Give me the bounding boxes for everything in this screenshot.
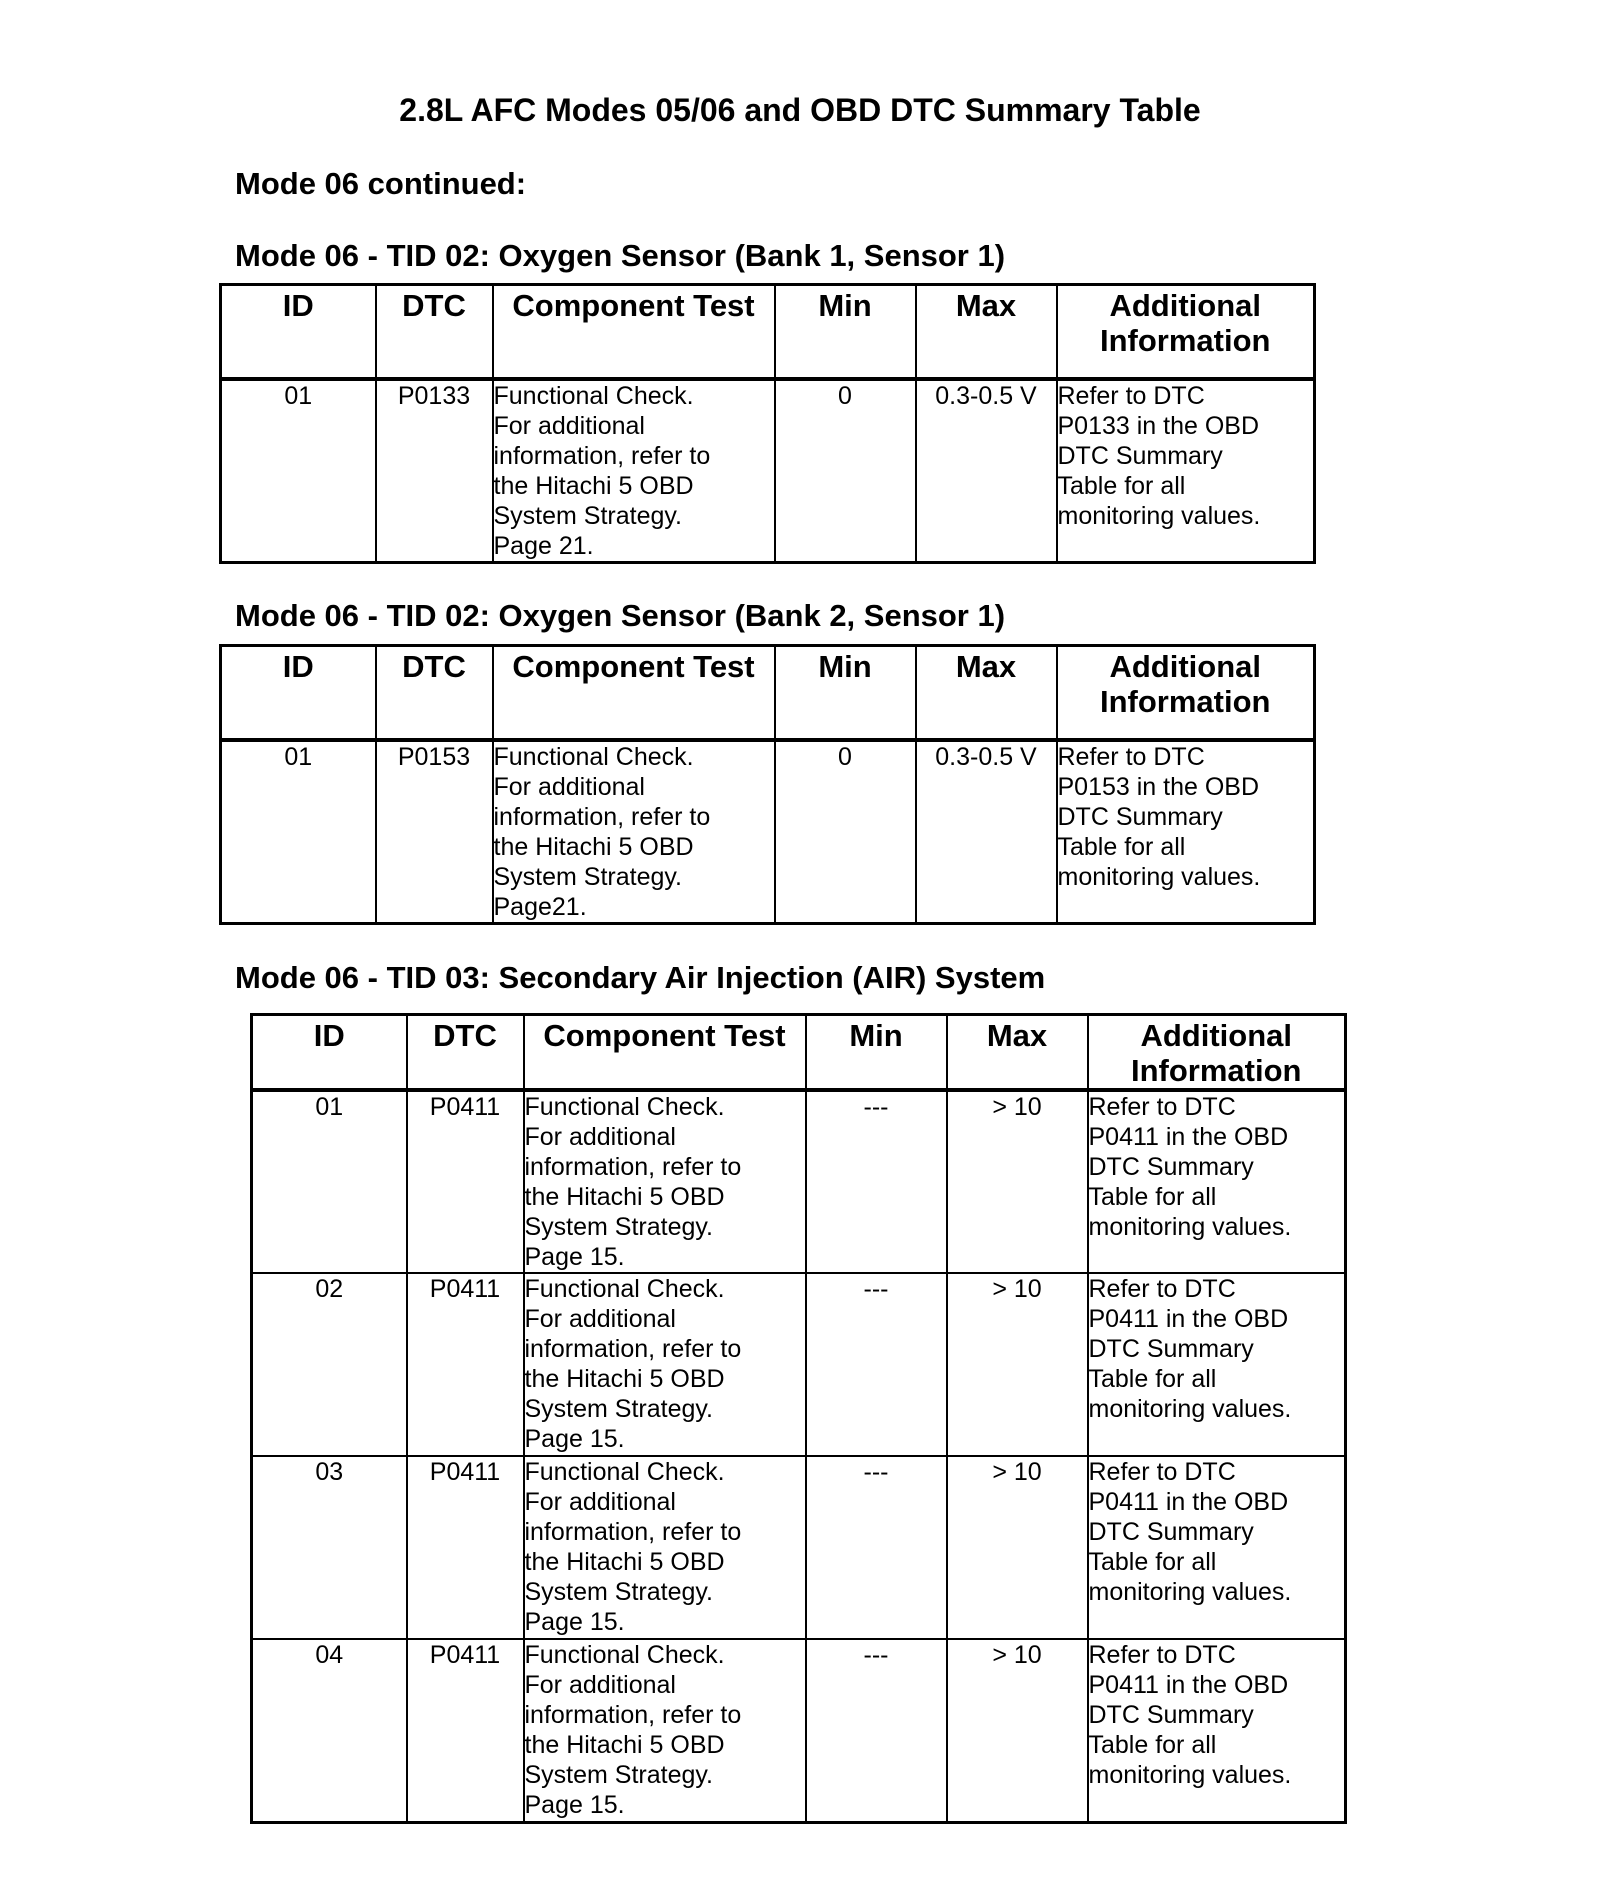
cell-line: P0133 in the OBD bbox=[1057, 411, 1260, 440]
cell-line: Table for all bbox=[1088, 1183, 1217, 1211]
component-test-cell bbox=[493, 740, 775, 924]
table-row bbox=[252, 1456, 1346, 1639]
table-row bbox=[252, 1273, 1346, 1456]
cell-line: Table for all bbox=[1057, 471, 1186, 500]
cell-line: For additional bbox=[493, 772, 645, 801]
cell-line: For additional bbox=[524, 1305, 676, 1333]
cell-line: Refer to DTC bbox=[1088, 1093, 1236, 1121]
cell-line: System Strategy. bbox=[493, 862, 682, 891]
cell-line: Table for all bbox=[1088, 1365, 1217, 1393]
cell-line: the Hitachi 5 OBD bbox=[524, 1731, 725, 1759]
cell-line: For additional bbox=[524, 1123, 676, 1151]
cell-line: Table for all bbox=[1057, 832, 1186, 861]
cell-line: For additional bbox=[524, 1671, 676, 1699]
min-cell: --- bbox=[806, 1456, 947, 1639]
max-cell: 0.3-0.5 V bbox=[916, 740, 1057, 924]
header-max: Max bbox=[947, 1015, 1088, 1091]
additional-info-cell bbox=[1088, 1090, 1346, 1273]
cell-line: P0411 in the OBD bbox=[1088, 1488, 1289, 1516]
dtc-cell: P0153 bbox=[376, 740, 493, 924]
header-additional-information: Additional Information bbox=[1088, 1015, 1346, 1091]
cell-line: DTC Summary bbox=[1088, 1335, 1254, 1363]
max-cell: > 10 bbox=[947, 1639, 1088, 1822]
additional-info-cell bbox=[1088, 1273, 1346, 1456]
cell-line: P0411 in the OBD bbox=[1088, 1123, 1289, 1151]
cell-line: For additional bbox=[524, 1488, 676, 1516]
cell-line: Page 15. bbox=[524, 1791, 625, 1819]
header-component-test: Component Test bbox=[493, 285, 775, 379]
cell-line: Refer to DTC bbox=[1088, 1458, 1236, 1486]
cell-line: information, refer to bbox=[524, 1518, 742, 1546]
cell-line: monitoring values. bbox=[1088, 1761, 1292, 1789]
document-title: 2.8L AFC Modes 05/06 and OBD DTC Summary Table bbox=[399, 92, 1201, 128]
min-cell: --- bbox=[806, 1090, 947, 1273]
cell-line: Functional Check. bbox=[524, 1093, 725, 1121]
header-max: Max bbox=[916, 646, 1057, 740]
additional-info-cell bbox=[1088, 1456, 1346, 1639]
cell-line: Functional Check. bbox=[524, 1275, 725, 1303]
component-test-cell bbox=[524, 1090, 806, 1273]
header-id: ID bbox=[252, 1015, 407, 1091]
cell-line: the Hitachi 5 OBD bbox=[524, 1548, 725, 1576]
id-cell: 02 bbox=[252, 1273, 407, 1456]
cell-line: Page 15. bbox=[524, 1243, 625, 1271]
cell-line: monitoring values. bbox=[1088, 1578, 1292, 1606]
dtc-cell: P0411 bbox=[407, 1456, 524, 1639]
dtc-cell: P0411 bbox=[407, 1090, 524, 1273]
dtc-cell: P0411 bbox=[407, 1273, 524, 1456]
id-cell: 04 bbox=[252, 1639, 407, 1822]
header-dtc: DTC bbox=[407, 1015, 524, 1091]
cell-line: monitoring values. bbox=[1088, 1213, 1292, 1241]
dtc-cell: P0133 bbox=[376, 379, 493, 563]
cell-line: P0411 in the OBD bbox=[1088, 1305, 1289, 1333]
table-row bbox=[221, 740, 1315, 924]
header-additional-information: Additional Information bbox=[1057, 646, 1315, 740]
table-header-row bbox=[221, 646, 1315, 740]
header-dtc: DTC bbox=[376, 646, 493, 740]
cell-line: Functional Check. bbox=[493, 381, 694, 410]
cell-line: System Strategy. bbox=[524, 1761, 713, 1789]
dtc-table bbox=[219, 644, 1316, 925]
max-cell: > 10 bbox=[947, 1090, 1088, 1273]
max-cell: > 10 bbox=[947, 1273, 1088, 1456]
cell-line: Functional Check. bbox=[493, 742, 694, 771]
cell-line: DTC Summary bbox=[1088, 1153, 1254, 1181]
table-row bbox=[252, 1090, 1346, 1273]
additional-info-cell bbox=[1057, 379, 1315, 563]
min-cell: 0 bbox=[775, 379, 916, 563]
cell-line: DTC Summary bbox=[1057, 441, 1223, 470]
cell-line: DTC Summary bbox=[1088, 1518, 1254, 1546]
cell-line: Refer to DTC bbox=[1057, 742, 1205, 771]
dtc-table bbox=[250, 1013, 1347, 1824]
header-id: ID bbox=[221, 646, 376, 740]
additional-info-cell bbox=[1088, 1639, 1346, 1822]
cell-line: Refer to DTC bbox=[1057, 381, 1205, 410]
component-test-cell bbox=[524, 1639, 806, 1822]
cell-line: monitoring values. bbox=[1057, 501, 1261, 530]
min-cell: --- bbox=[806, 1273, 947, 1456]
section-heading: Mode 06 - TID 02: Oxygen Sensor (Bank 2, Sensor 1) bbox=[235, 598, 1006, 633]
component-test-cell bbox=[524, 1456, 806, 1639]
cell-line: the Hitachi 5 OBD bbox=[524, 1183, 725, 1211]
section-heading: Mode 06 - TID 02: Oxygen Sensor (Bank 1, Sensor 1) bbox=[235, 238, 1006, 273]
cell-line: Functional Check. bbox=[524, 1458, 725, 1486]
cell-line: information, refer to bbox=[493, 802, 711, 831]
component-test-cell bbox=[493, 379, 775, 563]
id-cell: 01 bbox=[252, 1090, 407, 1273]
cell-line: the Hitachi 5 OBD bbox=[524, 1365, 725, 1393]
table-row bbox=[252, 1639, 1346, 1822]
cell-line: For additional bbox=[493, 411, 645, 440]
cell-line: Table for all bbox=[1088, 1731, 1217, 1759]
header-min: Min bbox=[806, 1015, 947, 1091]
header-max: Max bbox=[916, 285, 1057, 379]
max-cell: > 10 bbox=[947, 1456, 1088, 1639]
component-test-cell bbox=[524, 1273, 806, 1456]
header-component-test: Component Test bbox=[524, 1015, 806, 1091]
cell-line: information, refer to bbox=[524, 1701, 742, 1729]
cell-line: Refer to DTC bbox=[1088, 1275, 1236, 1303]
cell-line: P0411 in the OBD bbox=[1088, 1671, 1289, 1699]
cell-line: Page21. bbox=[493, 892, 587, 921]
cell-line: information, refer to bbox=[524, 1335, 742, 1363]
cell-line: System Strategy. bbox=[493, 501, 682, 530]
cell-line: Page 15. bbox=[524, 1425, 625, 1453]
cell-line: Functional Check. bbox=[524, 1641, 725, 1669]
table-row bbox=[221, 379, 1315, 563]
cell-line: the Hitachi 5 OBD bbox=[493, 832, 694, 861]
cell-line: System Strategy. bbox=[524, 1395, 713, 1423]
dtc-cell: P0411 bbox=[407, 1639, 524, 1822]
cell-line: monitoring values. bbox=[1057, 862, 1261, 891]
table-header-row bbox=[221, 285, 1315, 379]
id-cell: 03 bbox=[252, 1456, 407, 1639]
cell-line: Page 15. bbox=[524, 1608, 625, 1636]
table-header-row bbox=[252, 1015, 1346, 1091]
header-dtc: DTC bbox=[376, 285, 493, 379]
cell-line: DTC Summary bbox=[1057, 802, 1223, 831]
id-cell: 01 bbox=[221, 379, 376, 563]
max-cell: 0.3-0.5 V bbox=[916, 379, 1057, 563]
min-cell: --- bbox=[806, 1639, 947, 1822]
section-heading: Mode 06 - TID 03: Secondary Air Injection (AIR) System bbox=[235, 960, 1046, 995]
cell-line: the Hitachi 5 OBD bbox=[493, 471, 694, 500]
header-id: ID bbox=[221, 285, 376, 379]
header-min: Min bbox=[775, 285, 916, 379]
cell-line: Page 21. bbox=[493, 531, 594, 560]
cell-line: P0153 in the OBD bbox=[1057, 772, 1260, 801]
id-cell: 01 bbox=[221, 740, 376, 924]
cell-line: System Strategy. bbox=[524, 1578, 713, 1606]
dtc-table bbox=[219, 283, 1316, 564]
cell-line: Table for all bbox=[1088, 1548, 1217, 1576]
cell-line: information, refer to bbox=[493, 441, 711, 470]
additional-info-cell bbox=[1057, 740, 1315, 924]
cell-line: DTC Summary bbox=[1088, 1701, 1254, 1729]
cell-line: monitoring values. bbox=[1088, 1395, 1292, 1423]
min-cell: 0 bbox=[775, 740, 916, 924]
cell-line: Refer to DTC bbox=[1088, 1641, 1236, 1669]
header-min: Min bbox=[775, 646, 916, 740]
header-component-test: Component Test bbox=[493, 646, 775, 740]
header-additional-information: Additional Information bbox=[1057, 285, 1315, 379]
cell-line: System Strategy. bbox=[524, 1213, 713, 1241]
cell-line: information, refer to bbox=[524, 1153, 742, 1181]
document-subtitle: Mode 06 continued: bbox=[235, 166, 527, 201]
